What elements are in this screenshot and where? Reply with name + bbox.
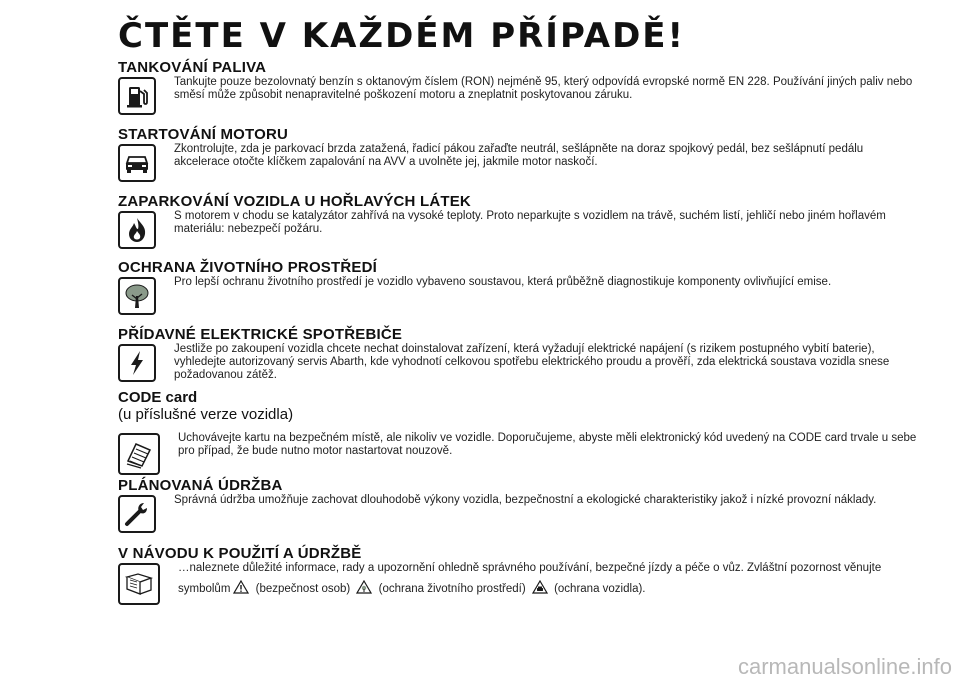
section-text: S motorem v chodu se katalyzátor zahřívá na vysoké teploty. Proto neparkujte s vozidlem na trávě, suchém listí, jehličí nebo jiném hořlavém materiálu: nebezpečí požáru. (174, 210, 886, 235)
section-heading: TANKOVÁNÍ PALIVA (118, 59, 267, 76)
section-text: Jestliže po zakoupení vozidla chcete nechat doinstalovat zařízení, která vyžadují elektrické napájení (s rizikem postupného vybití baterie), vyhledejte autorizovaný servis Abarth, kde vyhodnotí celkovou spotřebu elektrického proudu a prověří, zda elektrická soustava vozidla snese požadovanou zátěž. (174, 343, 890, 381)
section-code-card (118, 389, 918, 475)
section-heading: V NÁVODU K POUŽITÍ A ÚDRŽBĚ (118, 545, 362, 562)
wrench-icon (118, 495, 156, 533)
page-title: ČTĚTE V KAŽDÉM PŘÍPADĚ! (118, 16, 686, 56)
flame-icon (118, 211, 156, 249)
section-heading: CODE card (118, 389, 198, 406)
section-heading: OCHRANA ŽIVOTNÍHO PROSTŘEDÍ (118, 259, 378, 276)
fuel-pump-icon (118, 77, 156, 115)
section-text: Uchovávejte kartu na bezpečném místě, ale nikoliv ve vozidle. Doporučujeme, abyste měli elektronický kód uvedený na CODE card trvale u sebe pro případ, že bude nutno motor nastartovat nouzově. (178, 432, 917, 457)
section-engine-start (118, 126, 918, 182)
section-heading: PŘÍDAVNÉ ELEKTRICKÉ SPOTŘEBIČE (118, 326, 403, 343)
manual-text-person-safety: (bezpečnost osob) (255, 583, 351, 595)
section-heading: PLÁNOVANÁ ÚDRŽBA (118, 477, 283, 494)
warning-vehicle-icon (532, 580, 548, 594)
section-heading: STARTOVÁNÍ MOTORU (118, 126, 289, 143)
section-maintenance (118, 477, 918, 533)
section-text: Zkontrolujte, zda je parkovací brzda zatažená, řadicí pákou zařaďte neutrál, sešlápněte na doraz spojkový pedál, bez sešlápnutí pedálu akcelerace otočte klíčkem zapalování na AVV a uvolněte jej, jakmile motor naskočí. (174, 143, 864, 168)
lightning-icon (118, 344, 156, 382)
car-icon (118, 144, 156, 182)
section-fuel (118, 59, 918, 115)
warning-environment-icon (356, 580, 372, 594)
section-text: Tankujte pouze bezolovnatý benzín s oktanovým číslem (RON) nejméně 95, který odpovídá evropské normě EN 228. Používání jiných paliv nebo směsí může způsobit nenapravitelné poškození motoru a zneplatnit poskytovanou záruku. (174, 76, 913, 101)
book-icon (118, 563, 160, 605)
manual-text-vehicle: (ochrana vozidla). (554, 583, 646, 595)
manual-text-environment: (ochrana životního prostředí) (378, 583, 526, 595)
warning-person-icon (233, 580, 249, 594)
section-text: Pro lepší ochranu životního prostředí je vozidlo vybaveno soustavou, která průběžně diagnostikuje komponenty ovlivňující emise. (174, 276, 832, 288)
section-manual (118, 545, 918, 605)
section-environment (118, 259, 918, 315)
section-text (178, 562, 918, 596)
manual-text-symbols: symbolům (178, 583, 231, 595)
manual-text-line1: …naleznete důležité informace, rady a upozornění ohledně správného používání, bezpečné jízdy a péče o vůz. Zvláštní pozornost věnujte (178, 562, 882, 574)
section-text: Správná údržba umožňuje zachovat dlouhodobě výkony vozidla, bezpečnostní a ekologické charakteristiky jakož i nízké provozní náklady. (174, 494, 877, 506)
tree-icon (118, 277, 156, 315)
section-parking-flammable (118, 193, 918, 249)
section-subheading: (u příslušné verze vozidla) (118, 406, 294, 423)
section-heading: ZAPARKOVÁNÍ VOZIDLA U HOŘLAVÝCH LÁTEK (118, 193, 471, 210)
section-electrical (118, 326, 918, 382)
watermark: carmanualsonline.info (737, 654, 952, 679)
code-card-icon (118, 433, 160, 475)
